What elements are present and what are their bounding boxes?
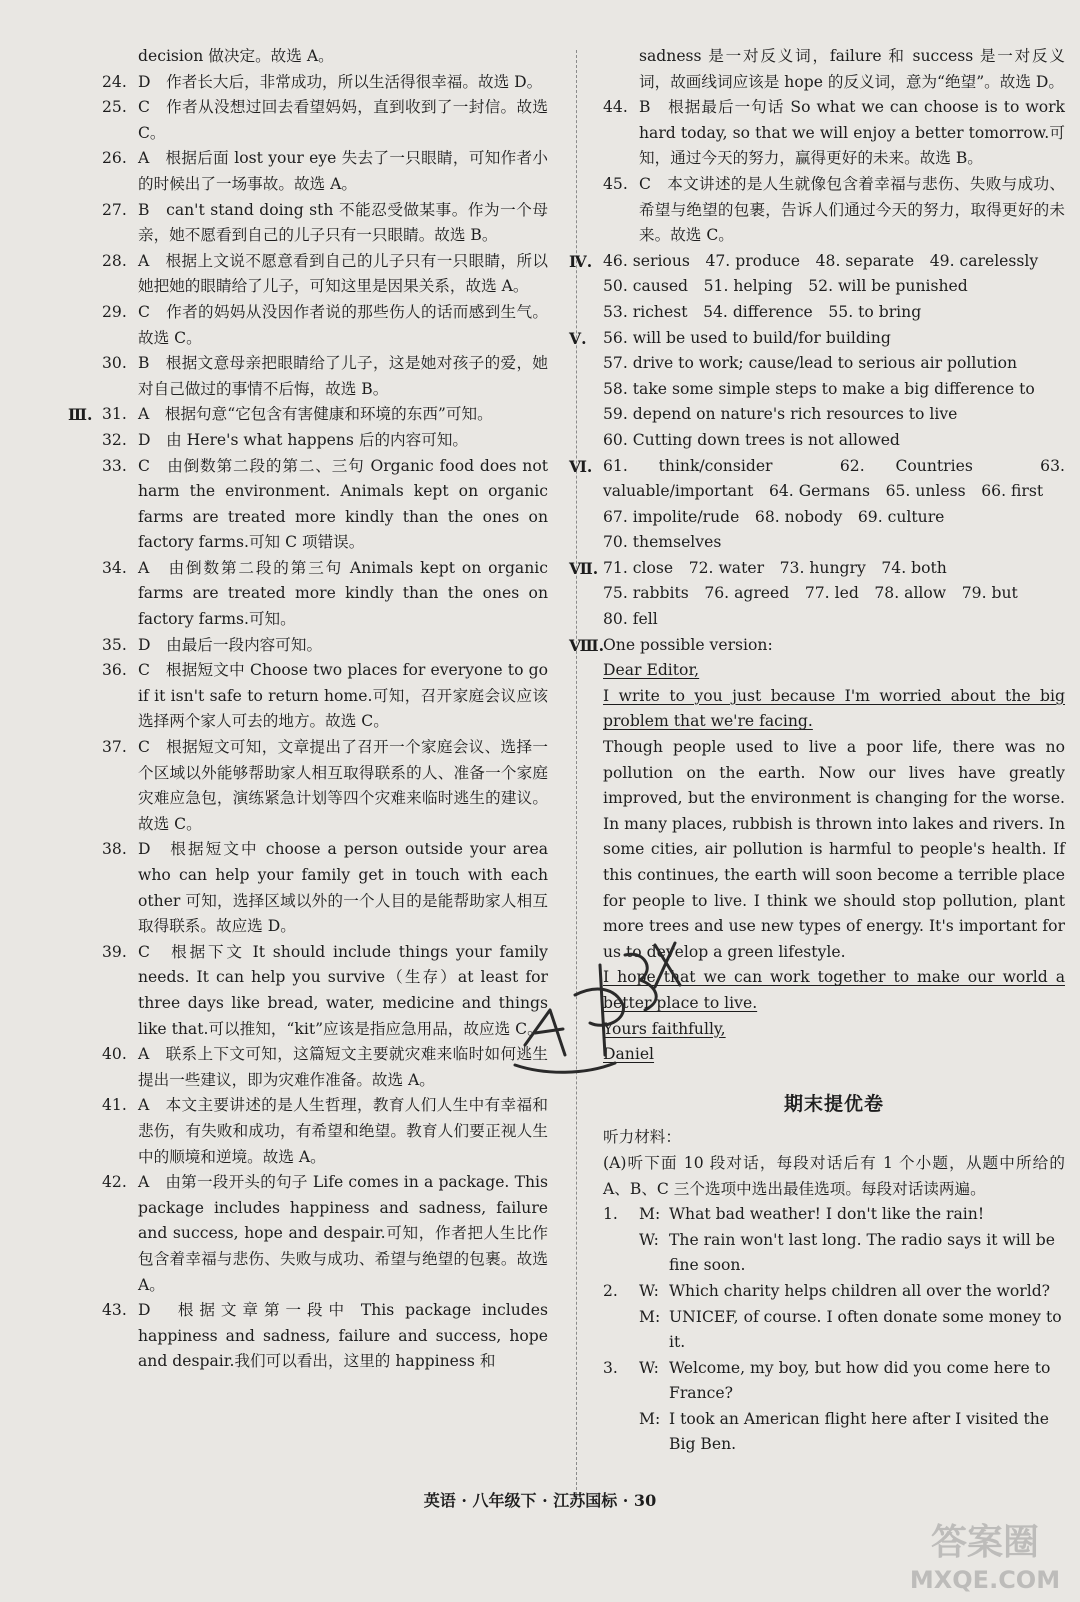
lead-text: decision 做决定。故选 A。 — [138, 47, 334, 65]
answer-entry: 37. C 根据短文可知，文章提出了召开一个家庭会议、选择一个区域以外能够帮助家人相互取得联系的人、准备一个家庭灾难应急包，演练紧急计划等四个灾难来临时逃生的建议。故选 C。 — [102, 738, 548, 833]
essay-opening: I write to you just because I'm worried about the big problem that we're facing. — [603, 686, 1065, 731]
section-numeral: Ⅳ. — [569, 251, 593, 271]
essay-salutation: Dear Editor, — [603, 661, 700, 680]
dialog-line: M: What bad weather! I don't like the rain! — [639, 1205, 985, 1224]
essay-signature: Daniel — [603, 1045, 655, 1064]
essay-signoff: Yours faithfully, — [603, 1019, 726, 1038]
dialog-item: 3. W: Welcome, my boy, but how did you come here to France? M: I took an American flight here after I visited the Big Ben. — [603, 1356, 1065, 1458]
section-numeral: Ⅶ. — [569, 558, 599, 578]
dialog-line: W: Welcome, my boy, but how did you come here to France? — [639, 1358, 1051, 1403]
lead-text: sadness 是一对反义词，failure 和 success 是一对反义词，故画线词应该是 hope 的反义词，意为“绝望”。故选 D。 — [639, 47, 1065, 91]
answer-entry: 42. A 由第一段开头的句子 Life comes in a package. This package includes happiness and sadness, failure and success, hope and despair.可知，作者把人生比作包含着幸福与悲伤、失败与成功、希望与绝望的包裹。故选 A。 — [102, 1173, 548, 1294]
answer-entry: 30. B 根据文意母亲把眼睛给了儿子，这是她对孩子的爱，她对自己做过的事情不后悔，故选 B。 — [102, 354, 548, 398]
answer-row: 80. fell — [603, 610, 658, 629]
answer-entry: 45. C 本文讲述的是人生就像包含着幸福与悲伤、失败与成功、希望与绝望的包裹，告诉人们通过今天的努力，取得更好的未来。故选 C。 — [603, 174, 1065, 245]
answer-entry: 43. D 根据文章第一段中 This package includes happiness and sadness, failure and success, hope and despair.我们可以看出，这里的 happiness 和 — [102, 1301, 548, 1371]
svg-text:MXQE.COM: MXQE.COM — [909, 1566, 1061, 1594]
right-column — [569, 44, 1065, 1458]
dialog-line: M: I took an American flight here after I visited the Big Ben. — [639, 1409, 1050, 1454]
essay-label: One possible version: — [603, 635, 773, 654]
essay-closing: I hope that we can work together to make our world a better place to live. — [603, 968, 1065, 1012]
dialog-line: W: The rain won't last long. The radio says it will be fine soon. — [639, 1230, 1055, 1275]
answer-entry: 28. A 根据上文说不愿意看到自己的儿子只有一只眼睛，所以她把她的眼睛给了儿子，可知这里是因果关系，故选 A。 — [102, 251, 548, 296]
answer-entry: 27. B can't stand doing sth 不能忍受做某事。作为一个母亲，她不愿看到自己的儿子只有一只眼睛。故选 B。 — [102, 200, 548, 245]
entries-24-30 — [102, 70, 548, 403]
exam-title: 期末提优卷 — [783, 1092, 884, 1115]
page-footer: 英语 · 八年级下 · 江苏国标 · 30 — [423, 1491, 657, 1510]
answer-row: 75. rabbits 76. agreed 77. led 78. allow 79. but — [603, 584, 1018, 603]
answer-entry: 31. A 根据句意“它包含有害健康和环境的东西”可知。 — [102, 405, 493, 424]
handwriting-scribble — [505, 925, 705, 1085]
section-6 — [569, 454, 1065, 556]
answer-row: 67. impolite/rude 68. nobody 69. culture — [603, 507, 945, 526]
section-5 — [569, 326, 1065, 454]
answer-entry: 33. C 由倒数第二段的第二、三句 Organic food does not harm the environment. Animals kept on organic farms are treated more kindly than the ones on factory farms.可知 C 项错误。 — [102, 456, 548, 552]
answer-row: 59. depend on nature's rich resources to live — [603, 405, 958, 424]
section-numeral: Ⅲ. — [68, 405, 93, 425]
answer-row: 58. take some simple steps to make a big difference to — [603, 379, 1035, 398]
section-numeral: Ⅴ. — [569, 328, 587, 348]
answer-row: 46. serious 47. produce 48. separate 49. carelessly — [603, 251, 1039, 270]
answer-row: 50. caused 51. helping 52. will be punished — [603, 277, 968, 296]
section-4 — [569, 249, 1065, 326]
answer-entry: 26. A 根据后面 lost your eye 失去了一只眼睛，可知作者小的时候出了一场事故。故选 A。 — [102, 149, 548, 193]
answer-entry: 25. C 作者从没想过回去看望妈妈，直到收到了一封信。故选 C。 — [102, 98, 548, 142]
answer-entry: 40. A 联系上下文可知，这篇短文主要就灾难来临时如何逃生提出一些建议，即为灾难作准备。故选 A。 — [102, 1045, 548, 1089]
answer-entry: 24. D 作者长大后，非常成功，所以生活得很幸福。故选 D。 — [102, 72, 543, 91]
answer-entry: 41. A 本文主要讲述的是人生哲理，教育人们人生中有幸福和悲伤，有失败和成功，有希望和绝望。教育人们要正视人生中的顺境和逆境。故选 A。 — [102, 1096, 548, 1166]
section-numeral: Ⅷ. — [569, 635, 605, 655]
answer-row: 56. will be used to build/for building — [603, 328, 891, 347]
answer-row: 71. close 72. water 73. hungry 74. both — [603, 558, 947, 577]
answer-row: 60. Cutting down trees is not allowed — [603, 430, 900, 449]
section-7 — [569, 556, 1065, 633]
answer-row: 57. drive to work; cause/lead to serious air pollution — [603, 354, 1018, 373]
answer-entry: 35. D 由最后一段内容可知。 — [102, 635, 323, 654]
answer-row: 53. richest 54. difference 55. to bring — [603, 302, 922, 321]
answer-row: 61. think/consider 62. Countries 63. valuable/important 64. Germans 65. unless 66. first — [603, 456, 1065, 501]
left-column — [68, 44, 548, 1375]
answer-entry: 36. C 根据短文中 Choose two places for everyone to go if it isn't safe to return home.可知，召开家庭会议应该选择两个家人可去的地方。故选 C。 — [102, 661, 548, 731]
answer-entry: 39. C 根据下文 It should include things your family needs. It can help you survive（生存）at least for three days like bread, water, medicine and things like that.可以推知，“kit”应该是指应急用品，故应选 C。 — [102, 942, 548, 1038]
answer-row: 70. themselves — [603, 533, 722, 552]
watermark-logo — [900, 1510, 1070, 1598]
dialog-item: 2. W: Which charity helps children all over the world? M: UNICEF, of course. I often donate some money to it. — [603, 1279, 1065, 1356]
answer-entry: 32. D 由 Here's what happens 后的内容可知。 — [102, 430, 469, 449]
section-3 — [68, 402, 548, 1375]
answer-entry: 34. A 由倒数第二段的第三句 Animals kept on organic farms are treated more kindly than the ones on factory farms.可知。 — [102, 558, 548, 629]
dialog-line: W: Which charity helps children all over the world? — [639, 1281, 1051, 1300]
answer-entry: 44. B 根据最后一句话 So what we can choose is to work hard today, so that we will enjoy a better tomorrow.可知，通过今天的努力，赢得更好的未来。故选 B。 — [603, 98, 1065, 168]
listening-instructions: (A)听下面 10 段对话，每段对话后有 1 个小题，从题中所给的 A、B、C 三个选项中选出最佳选项。每段对话读两遍。 — [603, 1153, 1065, 1198]
listening-label: 听力材料： — [603, 1128, 681, 1147]
answer-entry: 38. D 根据短文中 choose a person outside your area who can help your family get in touch with each other 可知，选择区域以外的一个人目的是能帮助家人相互取得联系。故应选 D。 — [102, 840, 548, 936]
svg-text:答案圈: 答案圈 — [930, 1522, 1040, 1563]
dialog-item: 1. M: What bad weather! I don't like the rain! W: The rain won't last long. The radio says it will be fine soon. — [603, 1202, 1065, 1279]
answer-entry: 29. C 作者的妈妈从没因作者说的那些伤人的话而感到生气。故选 C。 — [102, 302, 548, 347]
section-numeral: Ⅵ. — [569, 456, 593, 476]
essay-body: Though people used to live a poor life, there was no pollution on the earth. Now our lives have greatly improved, but the environment is changing for the worse. In many places, rubbish is thrown into lakes and rivers. In some cities, air pollution is harmful to people's health. If this continues, the earth will soon become a terrible place for people to live. I think we should stop pollution, plant more trees and use new types of energy. It's important for us to develop a green lifestyle. — [603, 738, 1065, 961]
dialog-line: M: UNICEF, of course. I often donate some money to it. — [639, 1307, 1062, 1352]
